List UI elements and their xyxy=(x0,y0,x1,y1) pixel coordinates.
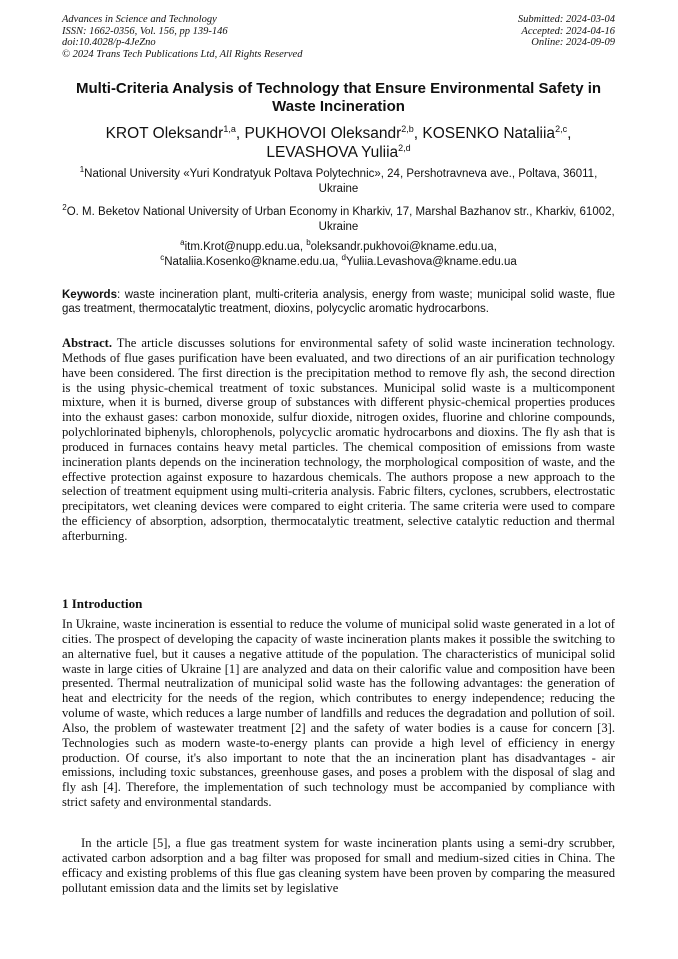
issn-line: ISSN: 1662-0356, Vol. 156, pp 139-146 xyxy=(62,25,228,37)
copyright-line: © 2024 Trans Tech Publications Ltd, All Rights Reserved xyxy=(62,48,303,60)
abstract-label: Abstract. xyxy=(62,336,113,350)
affiliation-1: $^1$National University «Yuri Kondratyuk Poltava Polytechnic», 24, Pershotravneva ave., Poltava, 36011, Ukraine xyxy=(79,165,598,195)
keywords-text: : waste incineration plant, multi-criteria analysis, energy from waste; municipal solid waste, flue gas treatment, thermocatalytic treatment, dioxins, polycyclic aromatic hydrocarbons. xyxy=(62,289,615,315)
keywords-label: Keywords xyxy=(62,289,117,301)
author: KOSENKO Nataliia$^{2,c}$, xyxy=(422,123,572,142)
keywords xyxy=(62,288,615,316)
abstract-text: The article discusses solutions for environmental safety of solid waste incineration technology. Methods of flue gases purification have been evaluated, and two directions of an air purification technology have been considered. The first direction is the precipitation method to remove fly ash, the second direction is the using physic-chemical treatment of toxic substances. Municipal solid waste is a multicomponent mixture, when it is burned, diverse group of substances with different physic-chemical properties produces into the exhaust gases: carbon monoxide, sulfur dioxide, nitrogen oxides, fluorine and chlorine compounds, polychlorinated biphenyls, chlorophenols, polycyclic aromatic hydrocarbons and dioxins. The fly ash that is produced in furnaces contains heavy metal particles. The chemical composition of emissions from waste incineration plants depends on the incineration technology, the morphological composition of waste, and the effective protection against exposure to hazardous chemicals. The authors propose a new approach to the selection of treatment equipment using multi-criteria analysis. Fabric filters, cyclones, scrubbers, electrostatic precipitators, wet cleaning devices were compared to eight criteria. The same criteria were used to compare the efficiency of absorption, adsorption, thermocatalytic treatment, selective catalytic reduction and thermal afterburning. xyxy=(62,336,615,543)
dates-header xyxy=(518,14,615,49)
accepted-date: Accepted: 2024-04-16 xyxy=(521,25,615,37)
email-link[interactable]: $^d$Yuliia.Levashova@kname.edu.ua xyxy=(341,252,517,268)
introduction-paragraph-2: In the article [5], a flue gas treatment system for waste incineration plants using a semi-dry scrubber, activated carbon adsorption and a bag filter was proposed for small and medium-sized cities in China. The efficacy and existing problems of this flue gas cleaning system have been proven by comparing the measured pollutant emission data and the limits set by legislative xyxy=(62,836,615,895)
author: PUKHOVOI Oleksandr$^{2,b}$, xyxy=(244,123,423,142)
journal-name: Advances in Science and Technology xyxy=(62,14,217,25)
submitted-date: Submitted: 2024-03-04 xyxy=(517,14,615,25)
online-date: Online: 2024-09-09 xyxy=(531,37,615,49)
email-link[interactable]: $^a$itm.Krot@nupp.edu.ua xyxy=(180,238,300,253)
paper-title: Multi-Criteria Analysis of Technology that Ensure Environmental Safety in Waste Incineration xyxy=(75,80,602,115)
abstract xyxy=(62,336,615,544)
doi-line: doi:10.4028/p-4JeZno xyxy=(62,37,156,49)
author-list xyxy=(62,124,615,162)
section-heading-introduction: 1 Introduction xyxy=(62,596,143,611)
email-link[interactable]: $^c$Nataliia.Kosenko@kname.edu.ua xyxy=(160,252,336,268)
affiliation-2: $^2$O. M. Beketov National University of Urban Economy in Kharkiv, 17, Marshal Bazhanov str., Kharkiv, 61002, Ukraine xyxy=(62,203,615,233)
introduction-paragraph-1: In Ukraine, waste incineration is essential to reduce the volume of municipal solid waste generated in a lot of cities. The prospect of developing the capacity of waste incineration plants makes it possible the switching to an alternative fuel, but it causes a negative attitude of the population. The characteristics of municipal solid waste in large cities of Ukraine [1] are analyzed and data on their calorific value and composition have been presented. Thermal neutralization of municipal solid waste has the following advantages: the generation of heat and electricity for the needs of the region, which contributes to energy independence; reducing the volume of waste, which reduces a large number of landfills and reduces the degradation and pollution of soil. Also, the problem of wastewater treatment [2] and the safety of water bodies is a cause for concern [3]. Technologies such as modern waste-to-energy plants can provide a high level of efficiency in energy production. Of course, it's also important to note that the an incineration plant has disadvantages - air emissions, including toxic substances, greenhouse gases, and poses a problem with the disposal of slag and fly ash [4]. Therefore, the implementation of such technology must be accompanied by compliance with strict safety and environmental standards. xyxy=(62,617,615,810)
author-emails: $^a$itm.Krot@nupp.edu.ua, $^b$oleksandr.pukhovoi@kname.edu.ua, $^c$Nataliia.Kosenko@kname.edu.ua, $^d$Yuliia.Levashova@kname.edu.ua xyxy=(160,238,517,268)
author: LEVASHOVA Yuliia$^{2,d}$ xyxy=(266,142,411,161)
journal-header xyxy=(62,14,302,60)
email-link[interactable]: $^b$oleksandr.pukhovoi@kname.edu.ua xyxy=(306,238,494,253)
author: KROT Oleksandr$^{1,a}$, xyxy=(105,123,245,142)
